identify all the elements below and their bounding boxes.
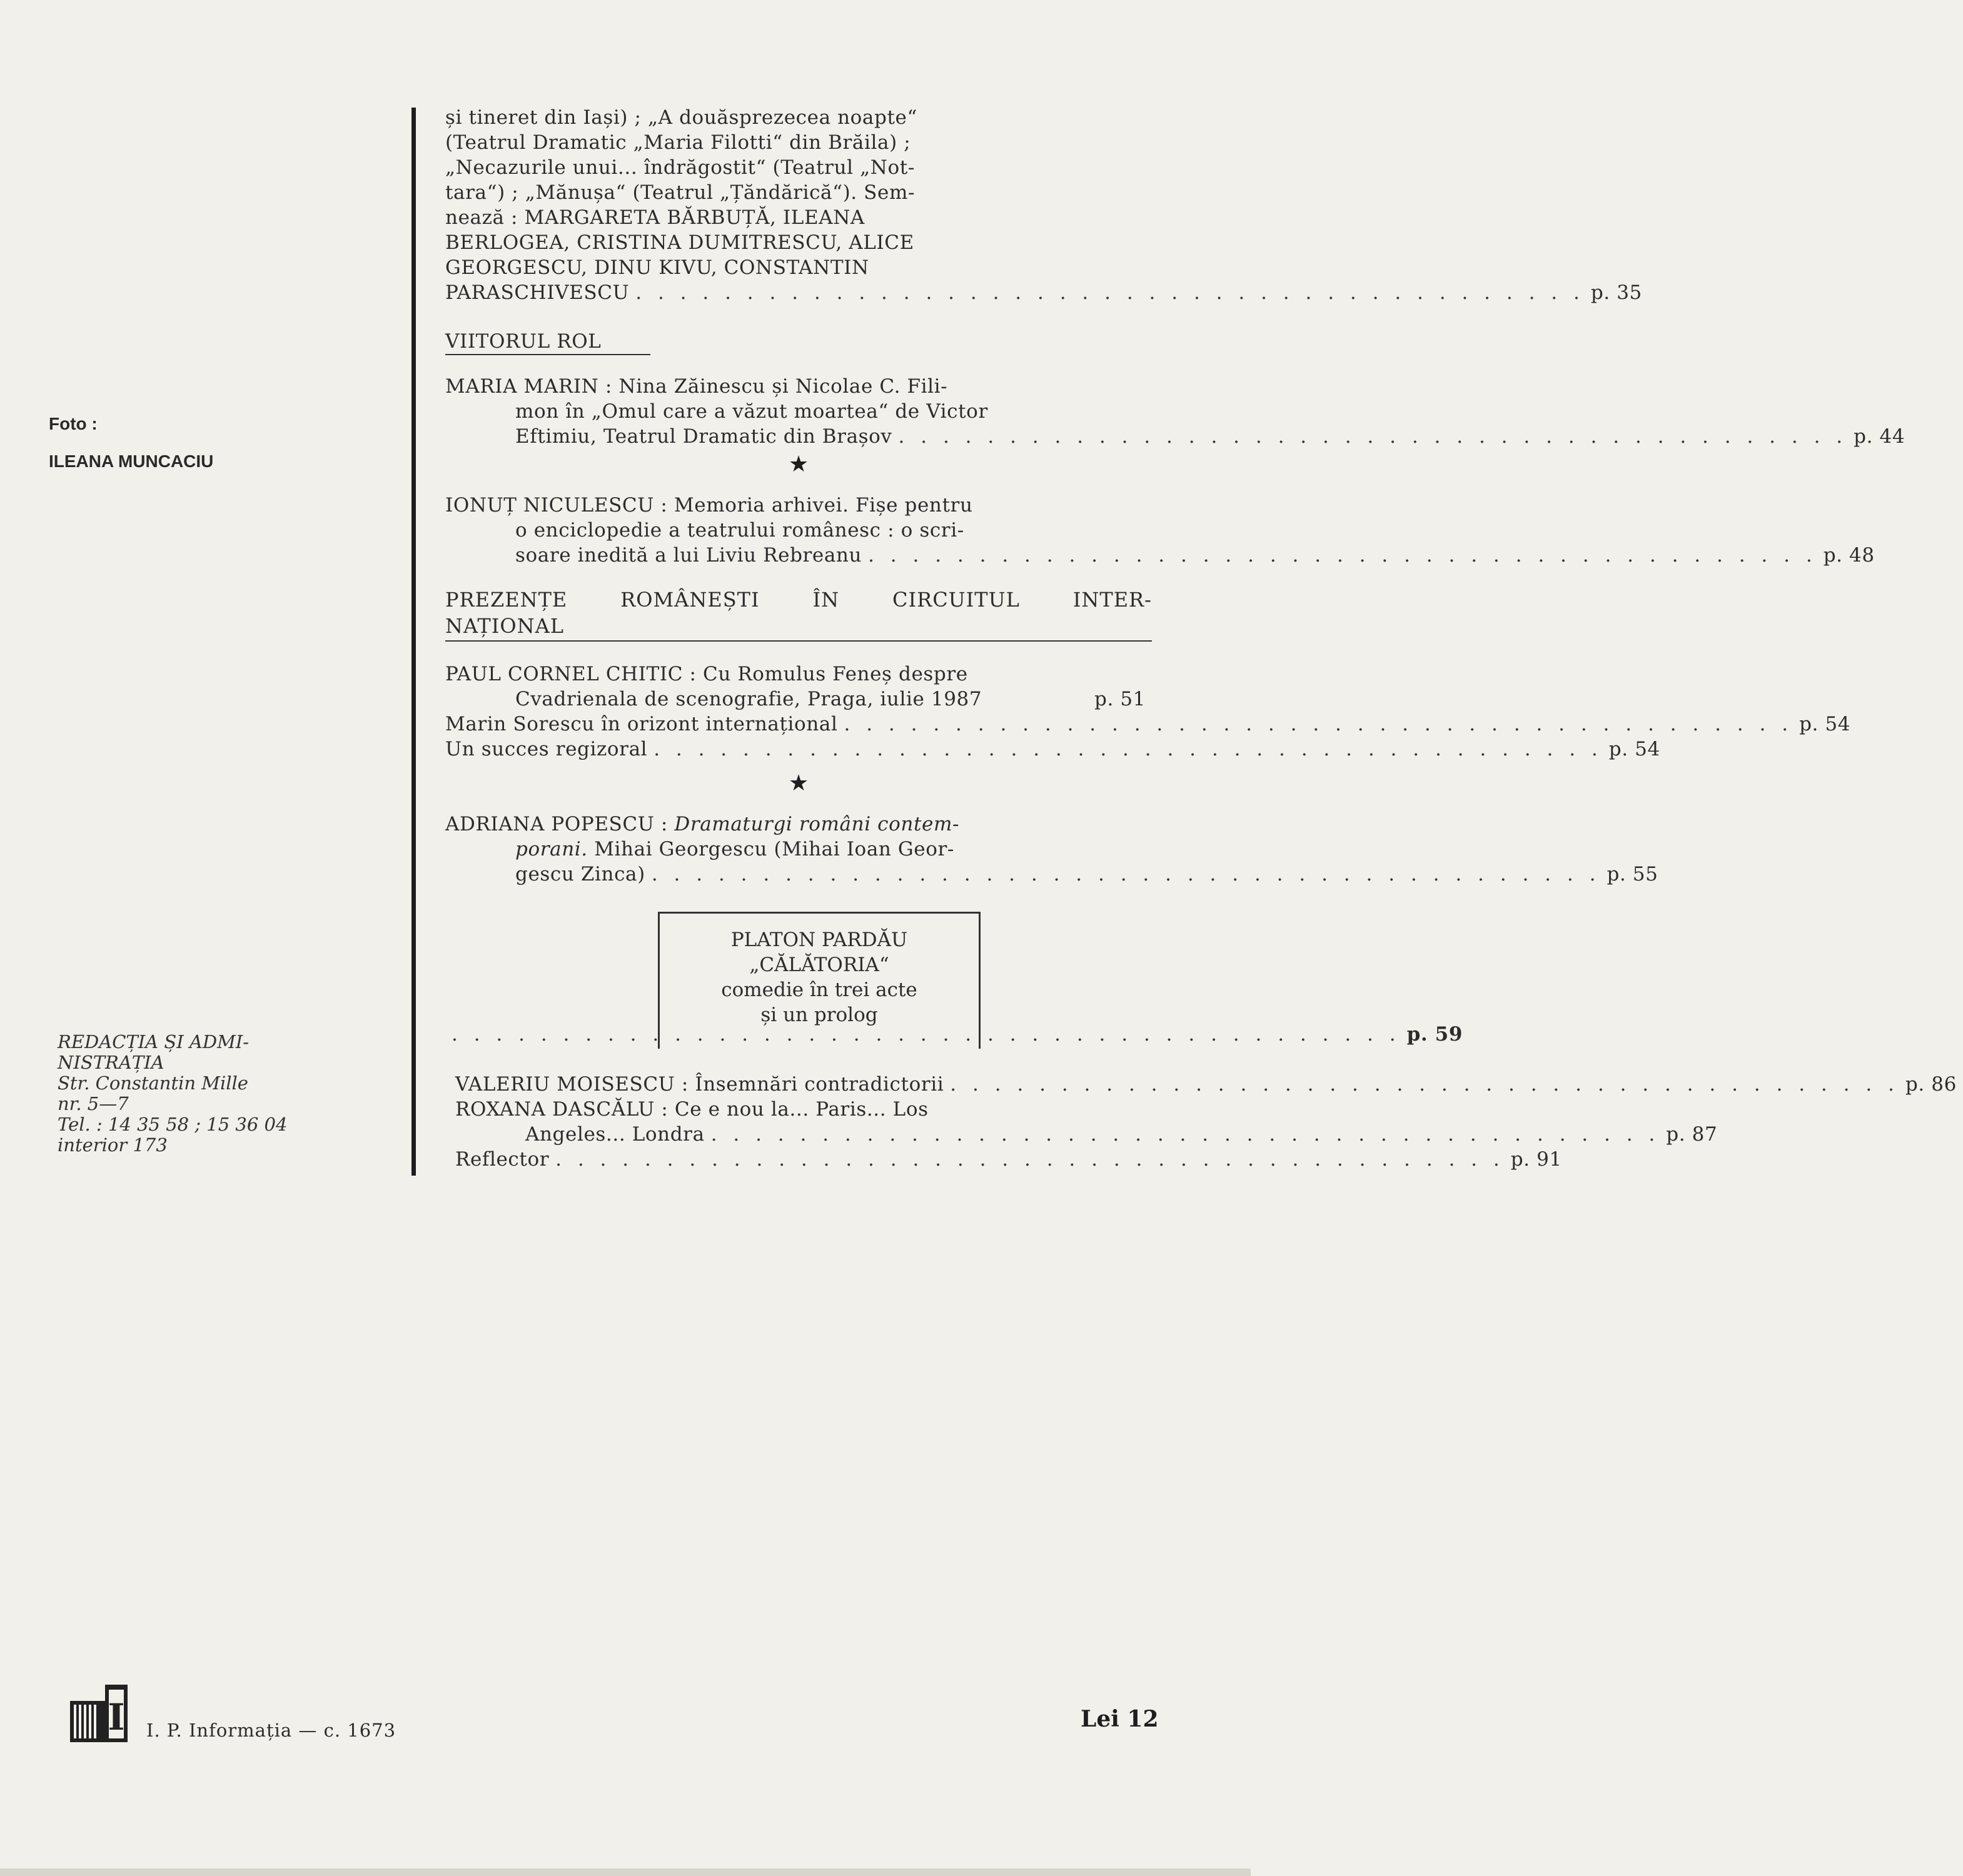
toc-entry-line: [455, 1123, 1718, 1146]
page-number: p. 35: [1590, 281, 1642, 304]
toc-text: VALERIU MOISESCU : Însemnări contradictorii: [455, 1073, 944, 1096]
section-heading-prezente: [445, 587, 1152, 639]
dot-leader: . . . . . . . . . . . . . . . . . . . . . . . . . . . . . . . . . . . . . . . . . . .: [710, 1123, 1660, 1146]
dot-leader: . . . . . . . . . . . . . . . . . . . . . . . . . . . . . . . . . . . . . . . . . . .: [950, 1073, 1899, 1096]
toc-text-line: nează : MARGARETA BĂRBUȚĂ, ILEANA: [445, 206, 865, 229]
vertical-divider: [411, 108, 416, 1176]
section-heading-viitorul-rol: VIITORUL ROL: [445, 330, 602, 353]
heading-word: ROMÂNEȘTI: [620, 588, 760, 612]
photo-credit-name: ILEANA MUNCACIU: [49, 451, 214, 471]
toc-entry-line: [445, 713, 1851, 735]
toc-text: Eftimiu, Teatrul Dramatic din Brașov: [515, 425, 892, 448]
page-number: p. 54: [1608, 738, 1660, 760]
toc-text-line: tara“) ; „Mănușa“ (Teatrul „Țăndărică“). Sem-: [445, 181, 916, 204]
logo-letter: I: [108, 1696, 125, 1738]
toc-text: Cvadrienala de scenografie, Praga, iulie 1987: [515, 688, 982, 710]
page-bottom-edge: [0, 1868, 1251, 1876]
dot-leader: . . . . . . . . . . . . . . . . . . . . . . . . . . . . . . . . . . . . . . . . . . .: [653, 738, 1603, 760]
address-line: nr. 5—7: [58, 1093, 129, 1114]
toc-title-italic: porani.: [515, 838, 588, 860]
address-line: REDACȚIA ȘI ADMI-: [58, 1031, 250, 1052]
toc-entry-line: [445, 688, 1152, 710]
play-title: „CĂLĂTORIA“: [749, 954, 889, 976]
toc-entry-line: [445, 738, 1660, 760]
dot-leader: . . . . . . . . . . . . . . . . . . . . . . . . . . . . . . . . . . . . . . . . . . .: [452, 1023, 1401, 1046]
address-line: Tel. : 14 35 58 ; 15 36 04: [58, 1114, 288, 1135]
toc-text-line: BERLOGEA, CRISTINA DUMITRESCU, ALICE: [445, 231, 914, 254]
toc-text-line: (Teatrul Dramatic „Maria Filotti“ din Brăila) ;: [445, 131, 911, 154]
toc-entry-line: [455, 1148, 1562, 1171]
play-author: PLATON PARDĂU: [730, 929, 908, 951]
address-line: NISTRAȚIA: [58, 1052, 164, 1073]
toc-entry-line: [445, 281, 1642, 304]
page-number: p. 87: [1666, 1123, 1718, 1146]
star-separator: ★: [788, 451, 809, 477]
toc-text: Mihai Georgescu (Mihai Ioan Geor-: [587, 838, 954, 860]
printer-logo-icon: [68, 1682, 130, 1745]
dot-leader: . . . . . . . . . . . . . . . . . . . . . . . . . . . . . . . . . . . . . . . . . . .: [898, 425, 1848, 448]
toc-text: Angeles... Londra: [525, 1123, 705, 1146]
toc-text-line: ROXANA DASCĂLU : Ce e nou la... Paris... Los: [455, 1098, 929, 1121]
heading-word: CIRCUITUL: [892, 588, 1020, 612]
heading-underline: [445, 640, 1152, 642]
editorial-address: [58, 1032, 287, 1156]
toc-entry-line: [445, 863, 1658, 885]
address-line: Str. Constantin Mille: [58, 1072, 248, 1094]
price-label: Lei 12: [1081, 1706, 1159, 1732]
toc-text-line: o enciclopedie a teatrului românesc : o scri-: [515, 519, 964, 542]
photo-credit: [49, 405, 213, 480]
play-subtitle: comedie în trei acte: [721, 979, 917, 1001]
toc-text: Reflector: [455, 1148, 550, 1171]
dot-leader: . . . . . . . . . . . . . . . . . . . . . . . . . . . . . . . . . . . . . . . . . . .: [555, 1148, 1505, 1171]
toc-entry-line: [445, 544, 1875, 567]
toc-text-line: [445, 813, 1152, 835]
toc-text: soare inedită a lui Liviu Rebreanu: [515, 544, 862, 567]
toc-text-line: și tineret din Iași) ; „A douăsprezecea noapte“: [445, 106, 917, 129]
toc-text: ADRIANA POPESCU :: [445, 813, 675, 835]
page-number: p. 86: [1905, 1073, 1957, 1096]
heading-word: ÎN: [812, 588, 840, 612]
toc-text-line: „Necazurile unui... îndrăgostit“ (Teatrul „Not-: [445, 156, 915, 179]
heading-word: PREZENȚE: [445, 588, 568, 612]
page-number: p. 54: [1799, 713, 1851, 735]
toc-text-line: PAUL CORNEL CHITIC : Cu Romulus Feneș despre: [445, 663, 968, 685]
toc-title-italic: Dramaturgi români contem-: [674, 813, 960, 835]
toc-text-line: [445, 838, 1222, 860]
printer-imprint: I. P. Informația — c. 1673: [146, 1720, 396, 1741]
page-number: p. 48: [1823, 544, 1875, 567]
toc-entry-line: [455, 1073, 1957, 1096]
play-subtitle: și un prolog: [760, 1004, 878, 1026]
toc-text: Marin Sorescu în orizont internațional: [445, 713, 838, 735]
heading-underline: [445, 354, 650, 355]
toc-text: gescu Zinca): [515, 863, 645, 885]
page-number: p. 55: [1607, 863, 1658, 885]
toc-text: Un succes regizoral: [445, 738, 648, 760]
page-number: p. 91: [1510, 1148, 1562, 1171]
address-line: interior 173: [58, 1134, 168, 1156]
page-number: p. 59: [1406, 1023, 1463, 1046]
page-number: p. 44: [1854, 425, 1905, 448]
page-number: p. 51: [1094, 688, 1146, 710]
toc-text-line: MARIA MARIN : Nina Zăinescu și Nicolae C. Fili-: [445, 375, 948, 398]
heading-word: INTER-: [1072, 588, 1152, 612]
dot-leader: . . . . . . . . . . . . . . . . . . . . . . . . . . . . . . . . . . . . . . . . . . .: [844, 713, 1794, 735]
toc-text: PARASCHIVESCU: [445, 281, 630, 304]
toc-text-line: IONUȚ NICULESCU : Memoria arhivei. Fișe pentru: [445, 494, 973, 517]
dot-leader: . . . . . . . . . . . . . . . . . . . . . . . . . . . . . . . . . . . . . . . . . . .: [868, 544, 1817, 567]
heading-word: NAȚIONAL: [445, 614, 564, 638]
play-announcement-box: [658, 912, 981, 1049]
toc-entry-line: [445, 425, 1905, 448]
star-separator: ★: [788, 770, 809, 796]
dot-leader: . . . . . . . . . . . . . . . . . . . . . . . . . . . . . . . . . . . . . . . . . . .: [651, 863, 1601, 885]
toc-text-line: GEORGESCU, DINU KIVU, CONSTANTIN: [445, 256, 869, 279]
toc-text-line: mon în „Omul care a văzut moartea“ de Victor: [515, 400, 988, 423]
dot-leader: . . . . . . . . . . . . . . . . . . . . . . . . . . . . . . . . . . . . . . . . . . .: [635, 281, 1585, 304]
photo-credit-label: Foto :: [49, 414, 98, 433]
